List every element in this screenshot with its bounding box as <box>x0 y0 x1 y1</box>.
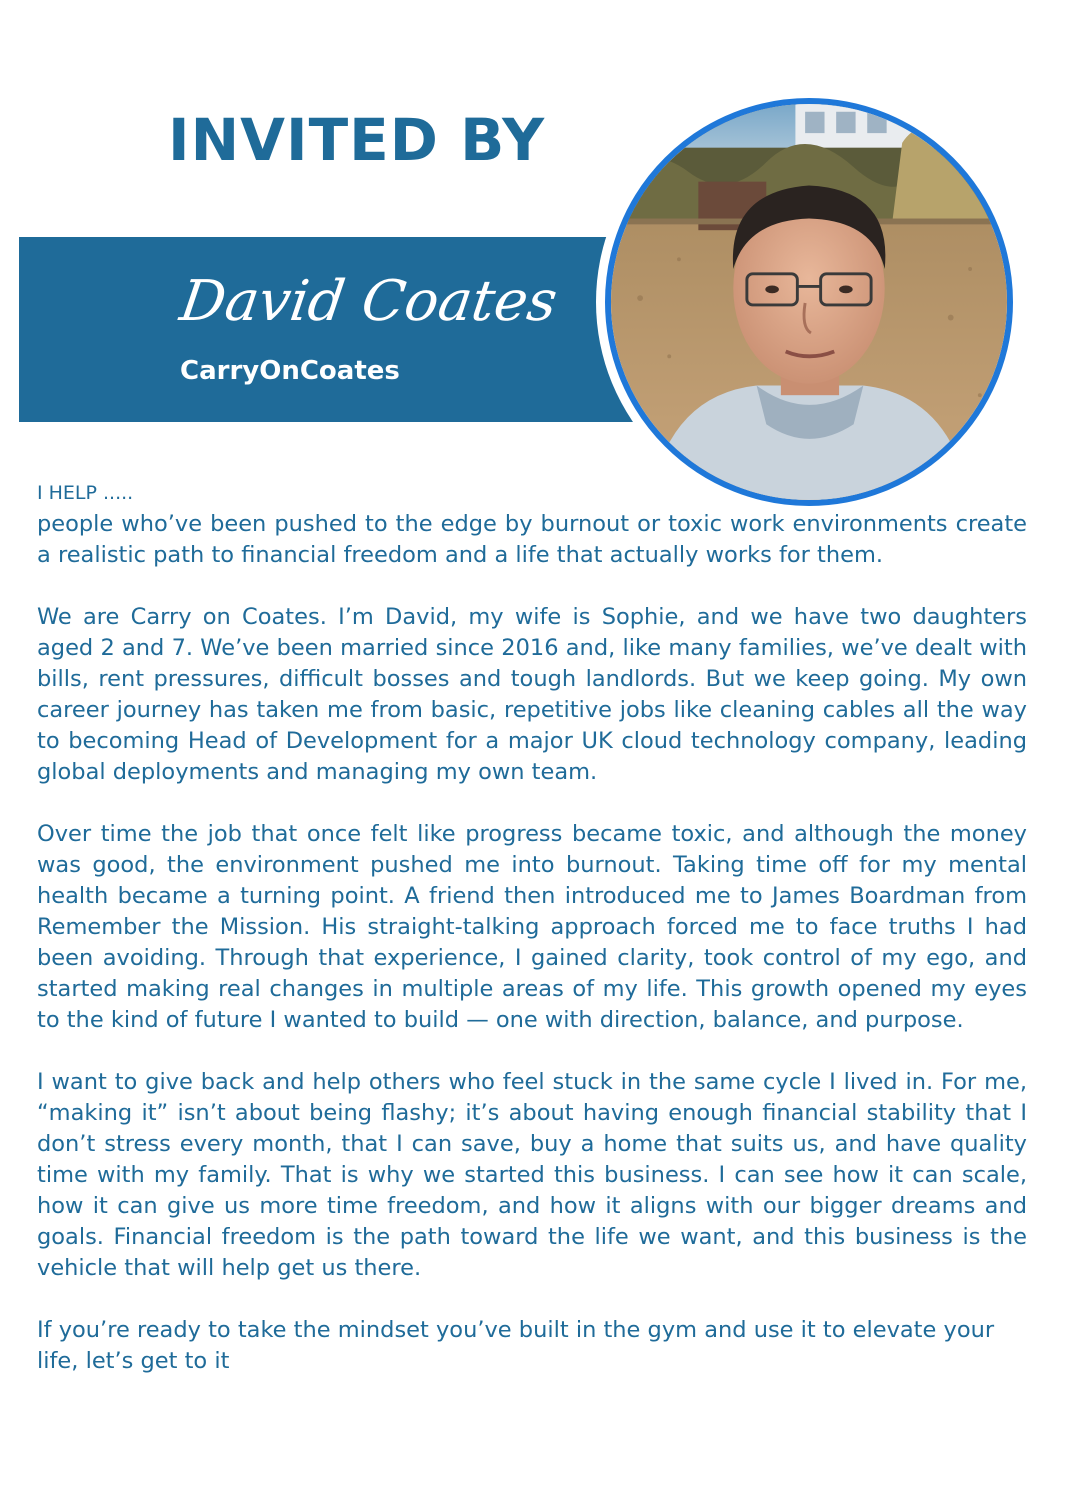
bio-paragraph: Over time the job that once felt like progress became toxic, and although the money was good, the environment pushed me into burnout. Taking time off for my mental health became a turning point. A friend then introduced me to James Boardman from Remember the Mission. His straight-talking approach forced me to face truths I had been avoiding. Through that experience, I gained clarity, took control of my ego, and started making real changes in multiple areas of my life. This growth opened my eyes to the kind of future I wanted to build — one with direction, balance, and purpose. <box>37 821 1027 1033</box>
handle-label: CarryOnCoates <box>180 356 400 386</box>
call-to-action: If you’re ready to take the mindset you’ve built in the gym and use it to elevate your life, let’s get to it <box>37 1317 995 1374</box>
bio-text <box>37 478 1027 1377</box>
bio-paragraph: I want to give back and help others who feel stuck in the same cycle I lived in. For me, “making it” isn’t about being flashy; it’s about having enough financial stability that I don’t stress every month, that I can save, buy a home that suits us, and have quality time with my family. That is why we started this business. I can see how it can scale, how it can give us more time freedom, and how it aligns with our bigger dreams and goals. Financial freedom is the path toward the life we want, and this business is the vehicle that will help get us there. <box>37 1069 1027 1281</box>
intro-kicker: I HELP ..... <box>37 482 134 504</box>
profile-photo-frame <box>596 89 1022 515</box>
page-title: INVITED BY <box>168 106 546 174</box>
signature-name: David Coates <box>176 269 562 334</box>
bio-paragraph: We are Carry on Coates. I’m David, my wife is Sophie, and we have two daughters aged 2 and 7. We’ve been married since 2016 and, like many families, we’ve dealt with bills, rent pressures, difficult bosses and tough landlords. But we keep going. My own career journey has taken me from basic, repetitive jobs like cleaning cables all the way to becoming Head of Development for a major UK cloud technology company, leading global deployments and managing my own team. <box>37 604 1027 785</box>
portrait-image <box>611 104 1007 500</box>
bio-paragraph: people who’ve been pushed to the edge by burnout or toxic work environments create a realistic path to financial freedom and a life that actually works for them. <box>37 511 1027 568</box>
profile-photo <box>605 98 1013 506</box>
